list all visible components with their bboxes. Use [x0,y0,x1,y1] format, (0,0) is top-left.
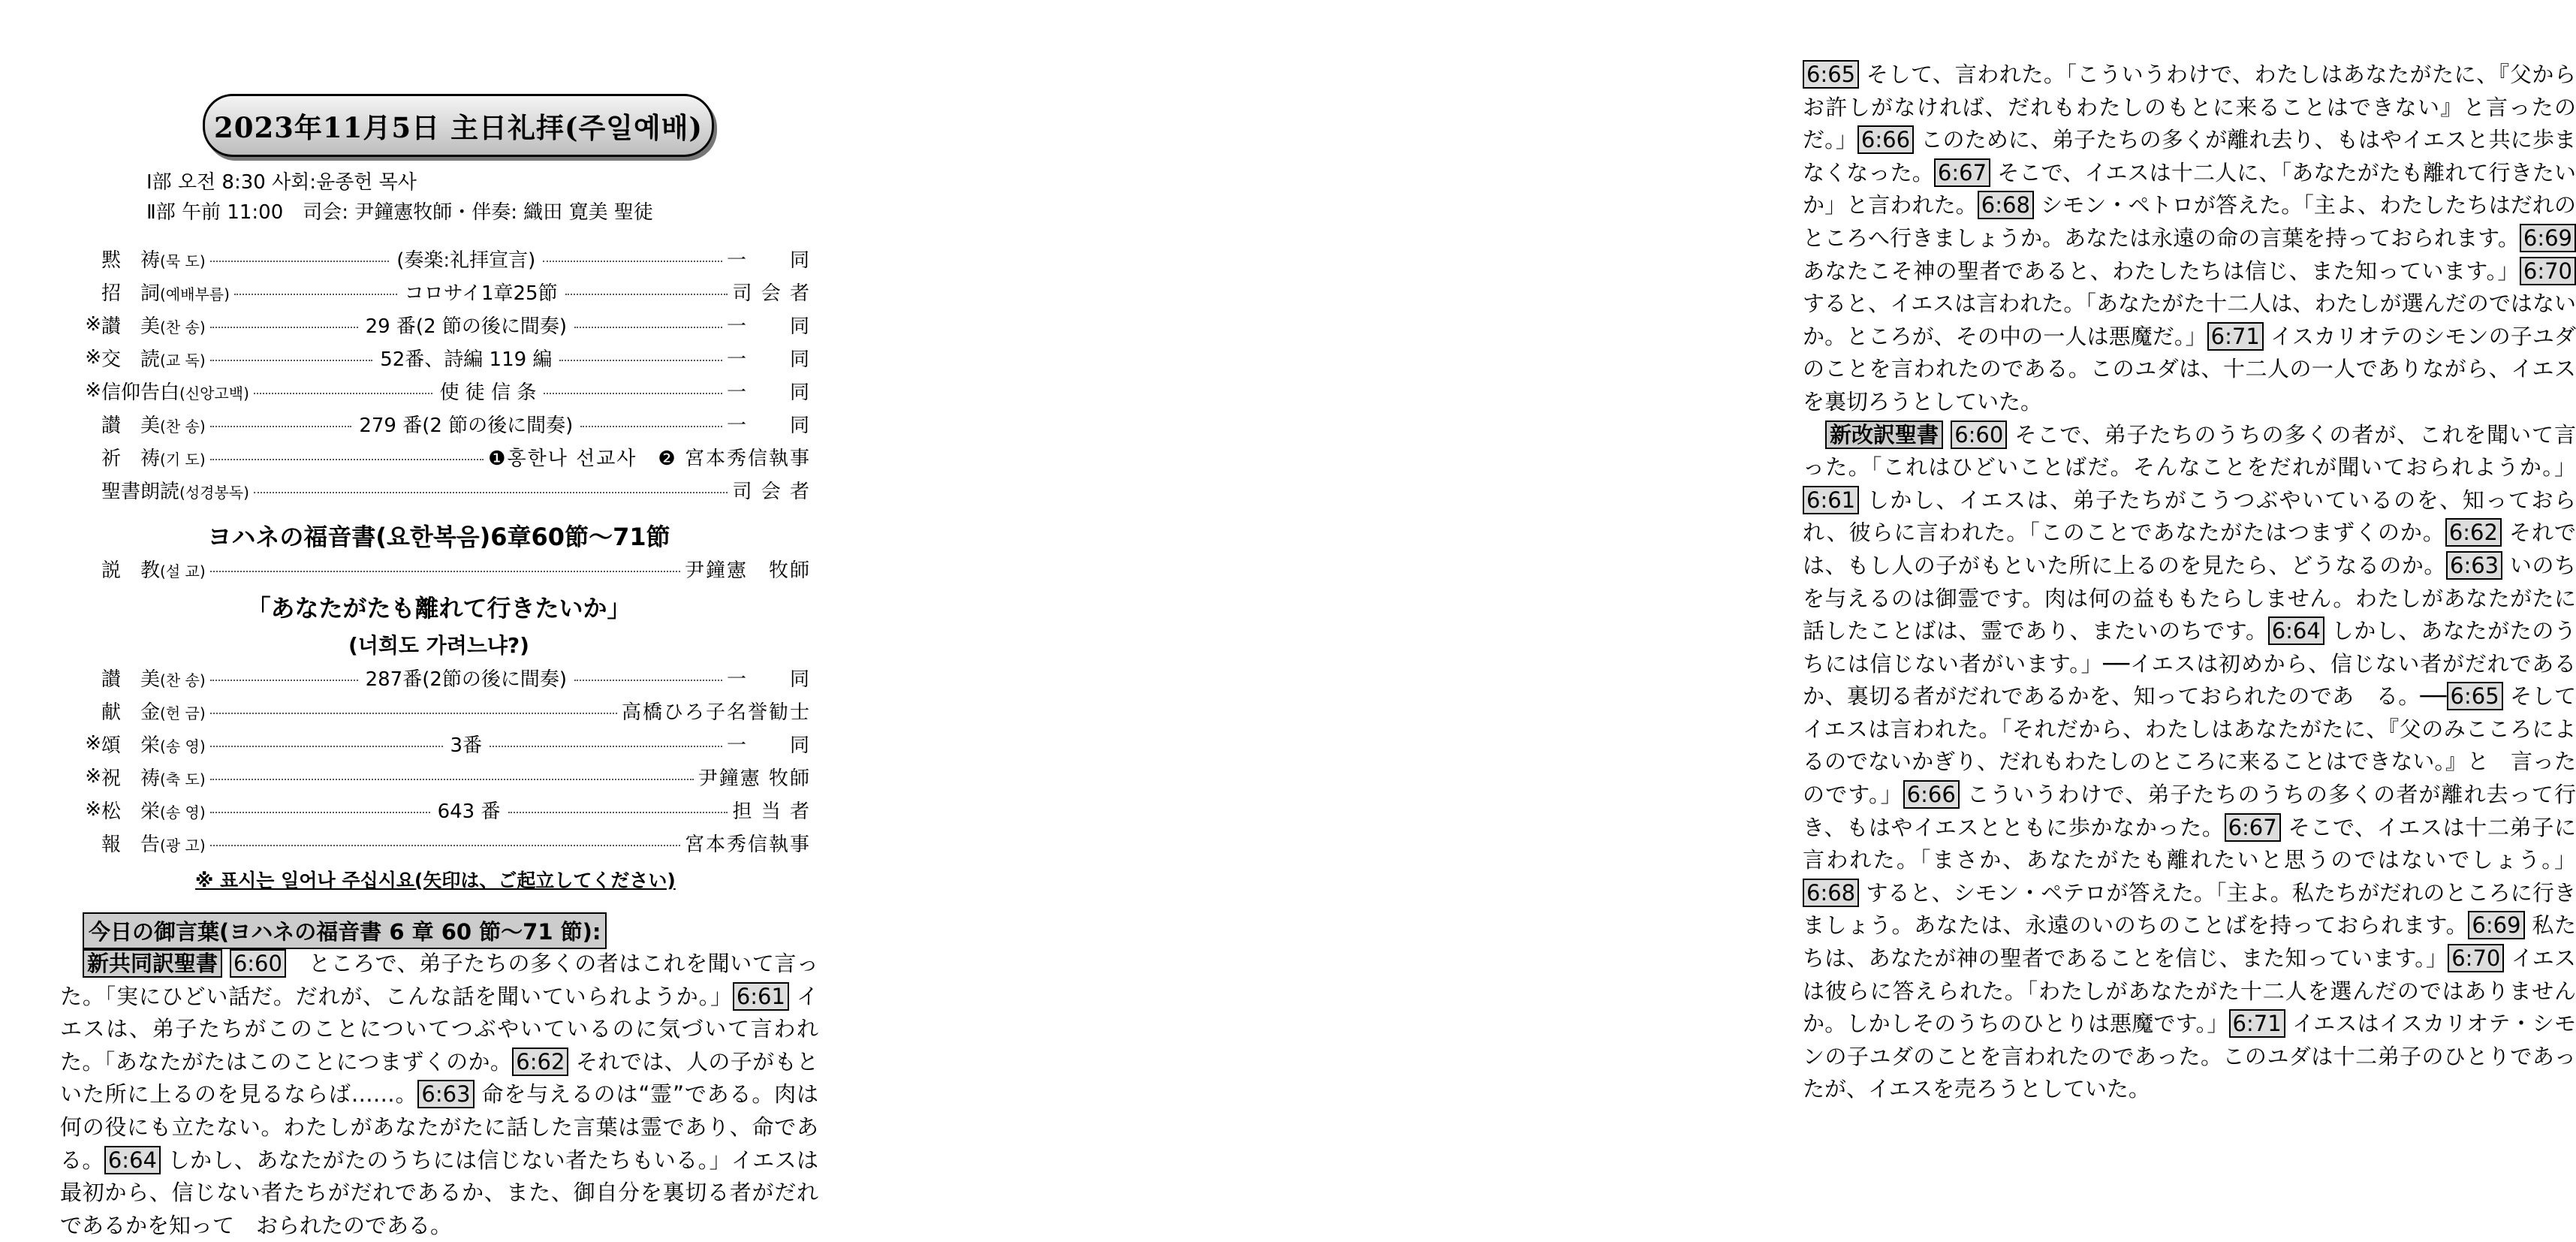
order-label: 交 読(교 독) [101,348,206,371]
verse-text: それでは、もし人の子がもといた所に上るのを見たら、どうなるのか。 [1803,520,2576,578]
standing-notice: ※ 표시는 일어나 주십시요(矢印は、ご起立してください) [195,870,676,891]
order-right: 司 会 者 [732,480,811,503]
order-right: 一 同 [726,734,811,757]
order-row [68,661,811,694]
verse-text: イエスは彼らに答えられた。「わたしがあなたがた十二人を選んだのではありませんか。しかしそのうちのひとりは悪魔です。」 [1803,945,2576,1037]
verses-right [1803,59,2576,1106]
leader-dots [210,812,430,813]
sermon-title-korean: (너희도 가려느냐?) [348,633,529,658]
order-label: 讃 美(찬 송) [101,315,206,338]
order-label: 松 栄(송 영) [101,800,206,823]
order-item: 3番 [450,734,483,757]
leader-dots [210,426,352,427]
order-item: コロサイ1章25節 [404,282,558,305]
order-right: 尹鐘憲 牧師 [697,767,811,790]
verse-text: それでは、人の子がもといた所に上るのを見るならば……。 [60,1048,819,1108]
order-label: 祝 祷(축 도) [101,767,206,790]
order-of-worship [68,242,811,506]
order-row [68,341,811,374]
verse-number: 6:68 [1978,191,2034,219]
verse-number: 6:63 [417,1080,474,1108]
leader-dots [210,746,443,747]
order-right: 一 同 [727,249,812,272]
scripture-reference: ヨハネの福音書(요한복음)6章60節～71節 [207,523,670,551]
order-row [68,374,811,407]
order-label: 頌 栄(송 영) [101,734,206,757]
verse-number: 6:61 [733,982,789,1011]
order-right: 一 同 [727,668,812,691]
version-label: 新共同訳聖書 [83,949,222,978]
order-label: 説 教(설 교) [101,559,206,582]
leader-dots [559,360,722,361]
order-item: 52番、詩編 119 編 [380,348,553,371]
order-row [68,727,811,760]
verse-number: 6:62 [2445,518,2502,547]
order-label: 献 金(헌 금) [101,701,206,724]
leader-dots [543,261,722,262]
right-page [878,0,2576,1242]
leader-dots [210,360,373,361]
verse-number: 6:71 [2229,1009,2285,1038]
verse-text: すると、シモン・ペテロが答えた。「主よ。私たちがだれのところに行きましょう。あなたは、永遠のいのちのことばを持っておられます。 [1803,879,2576,939]
verse-text: そこで、イエスは十二弟子に言われた。「まさか、あなたがたも離れたいと思うのではないでしょう。」 [1803,814,2576,873]
page-title: 2023年11月5日 主日礼拝(주일예배) [203,94,714,157]
verse-text: シモン・ペトロが答えた。「主よ、わたしたちはだれのところへ行きましょうか。あなたは永遠の命の言葉を持っておられます。 [1803,192,2576,251]
part1-line: Ⅰ部 오전 8:30 사회:윤종헌 목사 [146,171,417,194]
sermon-title: 「あなたがたも離れて行きたいか」 [246,594,631,623]
standing-mark: ※ [85,732,101,755]
leader-dots [565,294,728,295]
order-label: 讃 美(찬 송) [101,414,206,437]
order-row [68,440,811,473]
order-label: 聖書朗読(성경봉독) [101,480,249,503]
order-row [68,407,811,440]
standing-mark: ※ [85,379,101,402]
verse-text: そしてイエスは言われた。「それだから、わたしはあなたがたに、『父のみこころによるのでないかぎり、だれもわたしのところに来ることはできない。』と 言ったのです。」 [1803,683,2576,808]
sermon-row-container [68,552,811,585]
order-right: ❶홍한나 선교사 ❷ 宮本秀信執事 [488,447,811,470]
left-page [0,0,878,1242]
order-right: 司 会 者 [732,282,811,305]
leader-dots [254,393,432,394]
order-after-sermon [68,661,811,859]
verse-text: そこで、イエスは十二人に、「あなたがたも離れて行きたいか」と言われた。 [1803,159,2576,219]
order-right: 尹鐘憲 牧師 [684,559,811,582]
order-row [68,275,811,308]
order-right: 一 同 [727,348,812,371]
verse-number: 6:61 [1803,486,1859,514]
verse-number: 6:60 [1951,421,2007,449]
order-item: 279 番(2 節の後に間奏) [359,414,574,437]
verse-text: しかし、あなたがたのうちには信じない者がいます。」──イエスは初めから、信じない者がだれであるか、裏切る者がだれであるかを、知っておられたのであ る。── [1803,618,2576,710]
verse-text: ところで、弟子たちの多くの者はこれを聞いて言った。「実にひどい話だ。だれが、こんな話を聞いていられようか。」 [60,951,819,1009]
leader-dots [254,492,728,493]
standing-mark: ※ [85,313,101,336]
order-right: 担 当 者 [732,800,811,823]
order-right: 高橋ひろ子名誉勧士 [621,701,811,724]
verse-text: しかし、あなたがたのうちには信じない者たちもいる。」イエスは最初から、信じない者たちがだれであるか、また、御自分を裏切る者がだれであるかを知って おられたのである。 [60,1147,818,1238]
order-label: 報 告(광 고) [101,833,206,856]
verse-text: 命を与えるのは“霊”である。肉は何の役にも立たない。わたしがあなたがたに話した言葉は霊であり、命である。 [60,1081,818,1173]
verse-number: 6:64 [2268,616,2324,645]
verse-text: すると、イエスは言われた。「あなたがた十二人は、わたしが選んだのではないか。ところが、その中の一人は悪魔だ。」 [1803,291,2576,349]
verse-text: 私たちは、あなたが神の聖者であることを信じ、また知っています。」 [1803,912,2576,972]
order-row [68,552,811,585]
verse-number: 6:60 [230,949,286,978]
order-right: 一 同 [726,381,811,404]
verse-number: 6:65 [1803,60,1859,89]
verse-text: いのちを与えるのは御霊です。肉は何の益ももたらしません。わたしがあなたがたに話したことばは、霊であり、またいのちです。 [1803,552,2576,644]
order-item: 643 番 [437,800,501,823]
order-right: 一 同 [727,414,812,437]
leader-dots [580,426,722,427]
verse-text: こういうわけで、弟子たちのうちの多くの者が離れ去って行き、もはやイエスとともに歩かなかった。 [1803,782,2576,840]
order-right: 宮本秀信執事 [684,833,811,856]
part2-line: Ⅱ部 午前 11:00 司会: 尹鐘憲牧師・伴奏: 織田 寛美 聖徒 [146,201,653,224]
verse-number: 6:63 [2446,551,2502,580]
verse-number: 6:66 [1903,780,1960,809]
leader-dots [210,327,358,328]
verse-text: このために、弟子たちの多くが離れ去り、もはやイエスと共に歩まなくなった。 [1803,127,2576,185]
order-row [68,826,811,859]
order-row [68,308,811,341]
verse-text: イエスは、弟子たちがこのことについてつぶやいているのに気づいて言われた。「あなたがたはこのことにつまずくのか。 [60,983,818,1075]
standing-mark: ※ [85,765,101,788]
verse-text: そこで、弟子たちのうちの多くの者が、これを聞いて言った。「これはひどいことばだ。そんなことをだれが聞いておられようか。」 [1803,421,2576,481]
leader-dots [490,746,722,747]
verse-number: 6:69 [2520,224,2576,252]
order-item: 使 徒 信 条 [439,381,537,404]
verse-number: 6:68 [1803,879,1859,907]
today-heading: 今日の御言葉(ヨハネの福音書 6 章 60 節～71 節): [83,912,607,949]
version-label: 新改訳聖書 [1825,421,1943,449]
order-label: 信仰告白(신앙고백) [101,381,249,404]
verse-text: イエスはイスカリオテ・シモンの子ユダのことを言われたのであった。このユダは十二弟子のひとりであったが、イエスを売ろうとしていた。 [1803,1011,2576,1102]
leader-dots [574,327,722,328]
order-label: 招 詞(예배부름) [101,282,230,305]
order-label: 祈 祷(기 도) [101,447,206,470]
leader-dots [210,779,694,780]
verse-text: しかし、イエスは、弟子たちがこうつぶやいているのを、知っておられ、彼らに言われた。「このことであなたがたはつまずくのか。 [1803,487,2576,546]
order-row [68,473,811,506]
leader-dots [544,393,722,394]
leader-dots [574,680,722,681]
order-item: 29 番(2 節の後に間奏) [365,315,568,338]
leader-dots [210,571,680,572]
verse-number: 6:67 [2225,813,2281,842]
shinkyodo-verses-left [60,948,818,1242]
verse-number: 6:65 [2447,682,2503,710]
verse-number: 6:69 [2468,911,2524,939]
leader-dots [210,680,358,681]
order-row [68,793,811,826]
leader-dots [508,812,728,813]
verse-text: そして、言われた。「こういうわけで、わたしはあなたがたに、『父からお許しがなければ、だれもわたしのもとに来ることはできない』と言ったのだ。」 [1803,62,2576,153]
verse-text: あなたこそ神の聖者であると、わたしたちは信じ、また知っています。」 [1803,258,2520,284]
order-item: 287番(2節の後に間奏) [365,668,568,691]
leader-dots [210,713,617,714]
leader-dots [210,261,390,262]
verse-number: 6:64 [104,1146,161,1174]
leader-dots [210,459,484,460]
order-item: (奏楽:礼拝宣言) [396,249,536,272]
standing-mark: ※ [85,346,101,369]
verse-text: イスカリオテのシモンの子ユダのことを言われたのである。このユダは、十二人の一人でありながら、イエスを裏切ろうとしていた。 [1803,323,2576,415]
order-row [68,760,811,793]
leader-dots [210,845,680,846]
verse-number: 6:71 [2207,322,2264,351]
verse-number: 6:70 [2520,257,2576,285]
order-row [68,694,811,727]
order-label: 黙 祷(묵 도) [101,249,206,272]
verse-number: 6:62 [512,1048,568,1076]
verse-number: 6:67 [1934,158,1990,187]
verse-number: 6:70 [2448,944,2504,972]
order-label: 讃 美(찬 송) [101,668,206,691]
leader-dots [234,294,397,295]
verse-number: 6:66 [1857,125,1914,154]
order-right: 一 同 [726,315,811,338]
standing-mark: ※ [85,798,101,821]
order-row [68,242,811,275]
